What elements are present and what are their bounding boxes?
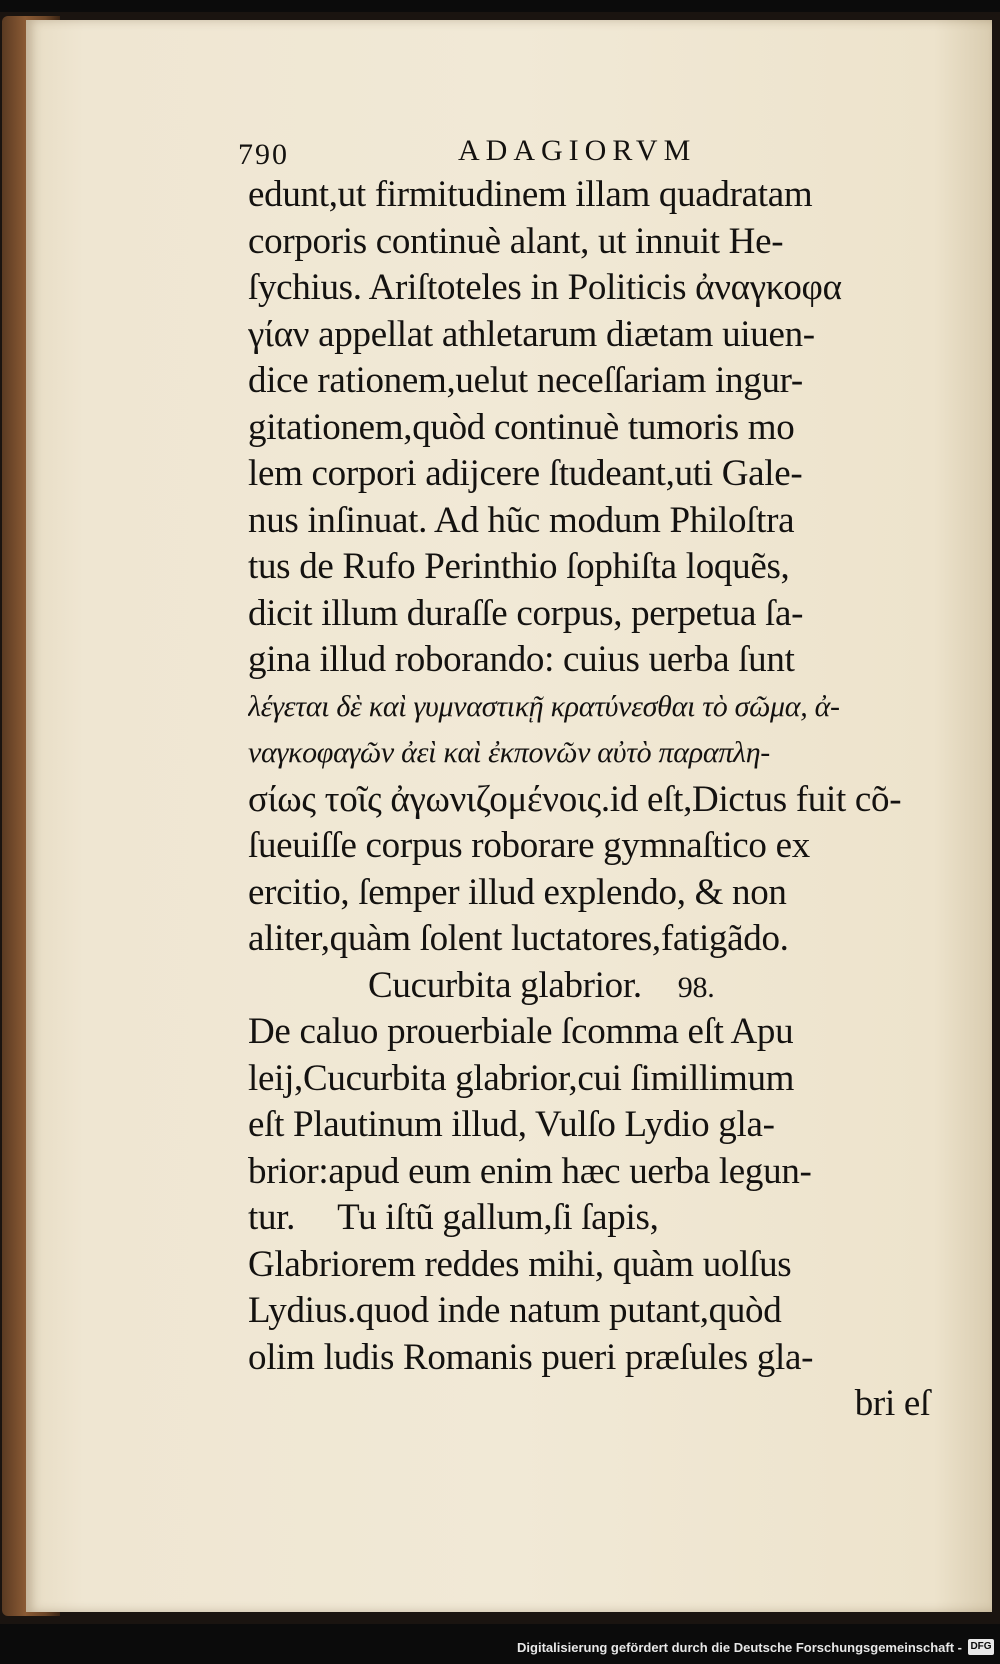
page-text bbox=[238, 134, 938, 1428]
text-line: γίαν appellat athletarum diætam uiuen- bbox=[248, 313, 815, 355]
catchword: bri eſ bbox=[854, 1383, 930, 1424]
text-line: Glabriorem reddes mihi, quàm uolſus bbox=[248, 1243, 792, 1285]
credit-text: Digitalisierung gefördert durch die Deutsche Forschungsgemeinschaft - bbox=[517, 1639, 962, 1655]
running-title: ADAGIORVM bbox=[458, 134, 697, 167]
text-line: ſueuiſſe corpus roborare gymnaſtico ex bbox=[248, 825, 810, 866]
text-line: eſt Plautinum illud, Vulſo Lydio gla- bbox=[248, 1104, 775, 1145]
text-line: leij,Cucurbita glabrior,cui ſimillimum bbox=[248, 1057, 795, 1099]
text-line-with-verse bbox=[248, 1195, 938, 1242]
page-number: 790 bbox=[238, 138, 289, 171]
adage-title: Cucurbita glabrior. bbox=[368, 964, 642, 1006]
dfg-logo: DFG bbox=[968, 1639, 994, 1655]
text-line: aliter,quàm ſolent luctatores,fatigãdo. bbox=[248, 918, 789, 959]
text-line: lem corpori adijcere ſtudeant,uti Gale- bbox=[248, 453, 803, 494]
text-line: olim ludis Romanis pueri præſules gla- bbox=[248, 1336, 814, 1378]
text-line: ſychius. Ariſtoteles in Politicis ἀναγκοφα bbox=[248, 267, 842, 308]
text-line: edunt,ut firmitudinem illam quadratam bbox=[248, 174, 813, 215]
adage-heading bbox=[248, 963, 938, 1010]
text-line: brior:apud eum enim hæc uerba legun- bbox=[248, 1150, 812, 1192]
greek-line: λέγεται δὲ καὶ γυμναστικῇ κρατύνεσθαι τὸ σῶμα, ἀ- bbox=[248, 689, 840, 723]
text-line: dicit illum duraſſe corpus, perpetua ſa- bbox=[248, 592, 804, 634]
running-head bbox=[238, 134, 938, 172]
text-line: ercitio, ſemper illud explendo, & non bbox=[248, 871, 787, 913]
digitization-credit bbox=[517, 1636, 994, 1658]
text-line: De caluo prouerbiale ſcomma eſt Apu bbox=[248, 1011, 794, 1052]
text-line: σίως τοῖς ἀγωνιζομένοις.id eſt,Dictus fuit cõ- bbox=[248, 778, 902, 820]
greek-line: ναγκοφαγῶν ἀεὶ καὶ ἐκπονῶν αὐτὸ παραπλη- bbox=[248, 736, 770, 769]
text-line: nus inſinuat. Ad hũc modum Philoſtra bbox=[248, 499, 795, 541]
text-line: dice rationem,uelut neceſſariam ingur- bbox=[248, 360, 803, 401]
text-fragment: tur. bbox=[248, 1197, 296, 1238]
text-line: tus de Rufo Perinthio ſophiſta loquẽs, bbox=[248, 546, 790, 587]
adage-number: 98. bbox=[677, 970, 715, 1004]
text-line: Lydius.quod inde natum putant,quòd bbox=[248, 1290, 782, 1331]
text-line: gina illud roborando: cuius uerba ſunt bbox=[248, 639, 795, 680]
verse-line: Tu iſtũ gallum,ſi ſapis, bbox=[337, 1197, 659, 1238]
text-line: corporis continuè alant, ut innuit He- bbox=[248, 220, 784, 262]
text-line: gitationem,quòd continuè tumoris mo bbox=[248, 406, 795, 448]
